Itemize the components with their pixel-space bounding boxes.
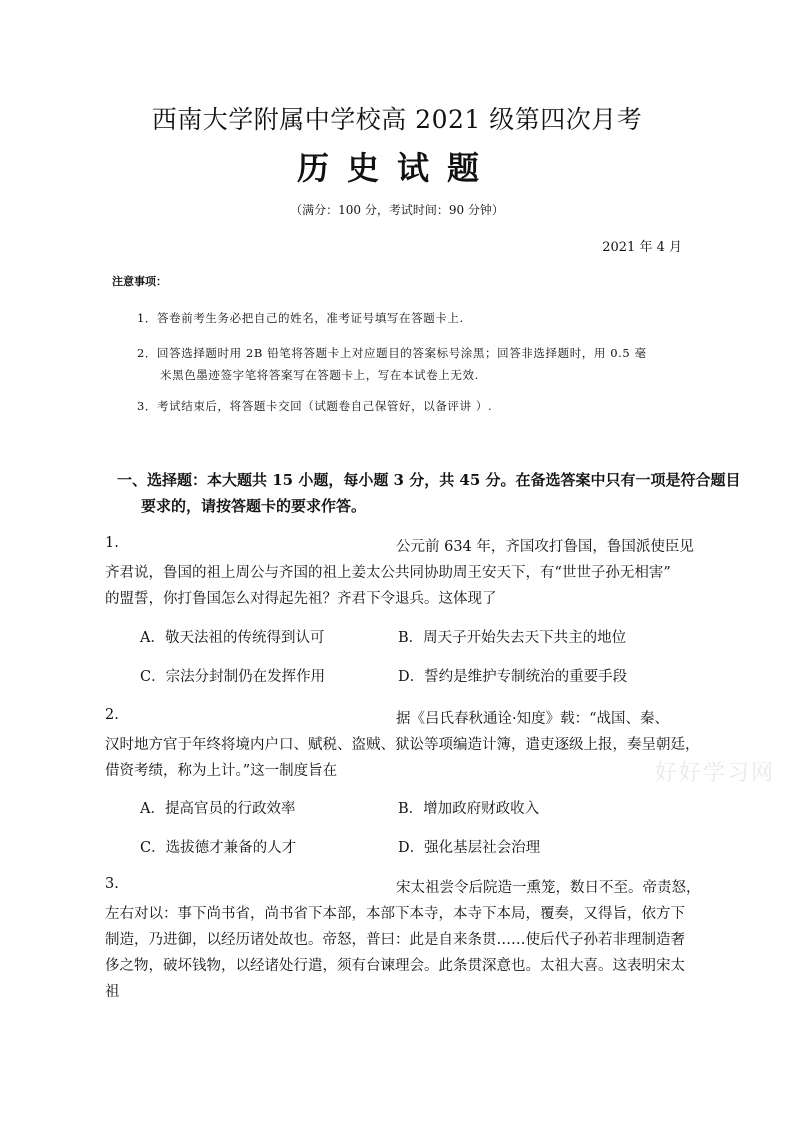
option-b: B．增加政府财政收入 [398,801,540,817]
notice-item-1: 1．答卷前考生务必把自己的姓名，准考证号填写在答题卡上. [137,311,464,325]
question-text: 的盟誓，你打鲁国怎么对得起先祖？齐君下令退兵。这体现了 [105,591,497,607]
question-number: 2. [105,707,119,723]
option-d: D．强化基层社会治理 [398,840,541,856]
notice-item-2: 2．回答选择题时用 2B 铅笔将答题卡上对应题目的答案标号涂黑；回答非选择题时，用 0.5 毫 [137,346,647,360]
question-text: 宋太祖尝令后院造一熏笼，数日不至。帝责怒， [396,880,701,896]
option-d: D．誓约是维护专制统治的重要手段 [398,669,628,685]
subject-title: 历史试题 [296,149,497,187]
score-info: （满分：100 分，考试时间：90 分钟） [290,203,504,217]
question-text: 左右对以：事下尚书省，尚书省下本部，本部下本寺，本寺下本局，覆奏，又得旨，依方下 [105,906,685,922]
question-text: 制造，乃进御，以经历诸处故也。帝怒，普曰：此是自来条贯……使后代子孙若非理制造奢 [105,932,685,948]
question-text: 侈之物，破坏钱物，以经诸处行遣，须有台谏理会。此条贯深意也。太祖大喜。这表明宋太 [105,958,685,974]
exam-title: 西南大学附属中学校高 2021 级第四次月考 [151,105,643,134]
option-c: C．选拔德才兼备的人才 [140,840,297,856]
notice-item-3: 3．考试结束后，将答题卡交回（试题卷自己保管好，以备评讲 ）. [137,399,493,413]
notice-item-2-cont: 米黑色墨迹签字笔将答案写在答题卡上，写在本试卷上无效. [160,368,479,382]
notice-title: 注意事项： [112,275,167,288]
option-a: A．敬天法祖的传统得到认可 [140,630,325,646]
question-number: 3. [105,876,119,892]
question-number: 1. [105,535,119,551]
section-heading-cont: 要求的，请按答题卡的要求作答。 [141,497,367,515]
question-text: 据《吕氏春秋通诠·知度》载：“战国、秦、 [396,711,670,727]
question-text: 齐君说，鲁国的祖上周公与齐国的祖上姜太公共同协助周王安天下，有“世世子孙无相害” [105,565,671,581]
option-b: B．周天子开始失去天下共主的地位 [398,630,627,646]
question-text: 汉时地方官于年终将境内户口、赋税、盗贼、狱讼等项编造计簿，遣吏逐级上报，奏呈朝廷， [105,737,700,753]
question-text: 借资考绩，称为上计。”这一制度旨在 [105,763,338,779]
option-c: C．宗法分封制仍在发挥作用 [140,669,326,685]
section-heading: 一、选择题：本大题共 15 小题，每小题 3 分，共 45 分。在备选答案中只有一项是符合题目 [117,471,741,489]
exam-date: 2021 年 4 月 [602,240,682,255]
option-a: A．提高官员的行政效率 [140,801,296,817]
question-text: 公元前 634 年，齐国攻打鲁国，鲁国派使臣见 [396,539,694,555]
question-text: 祖 [105,984,120,1000]
watermark: 好好学习网 [655,761,776,786]
